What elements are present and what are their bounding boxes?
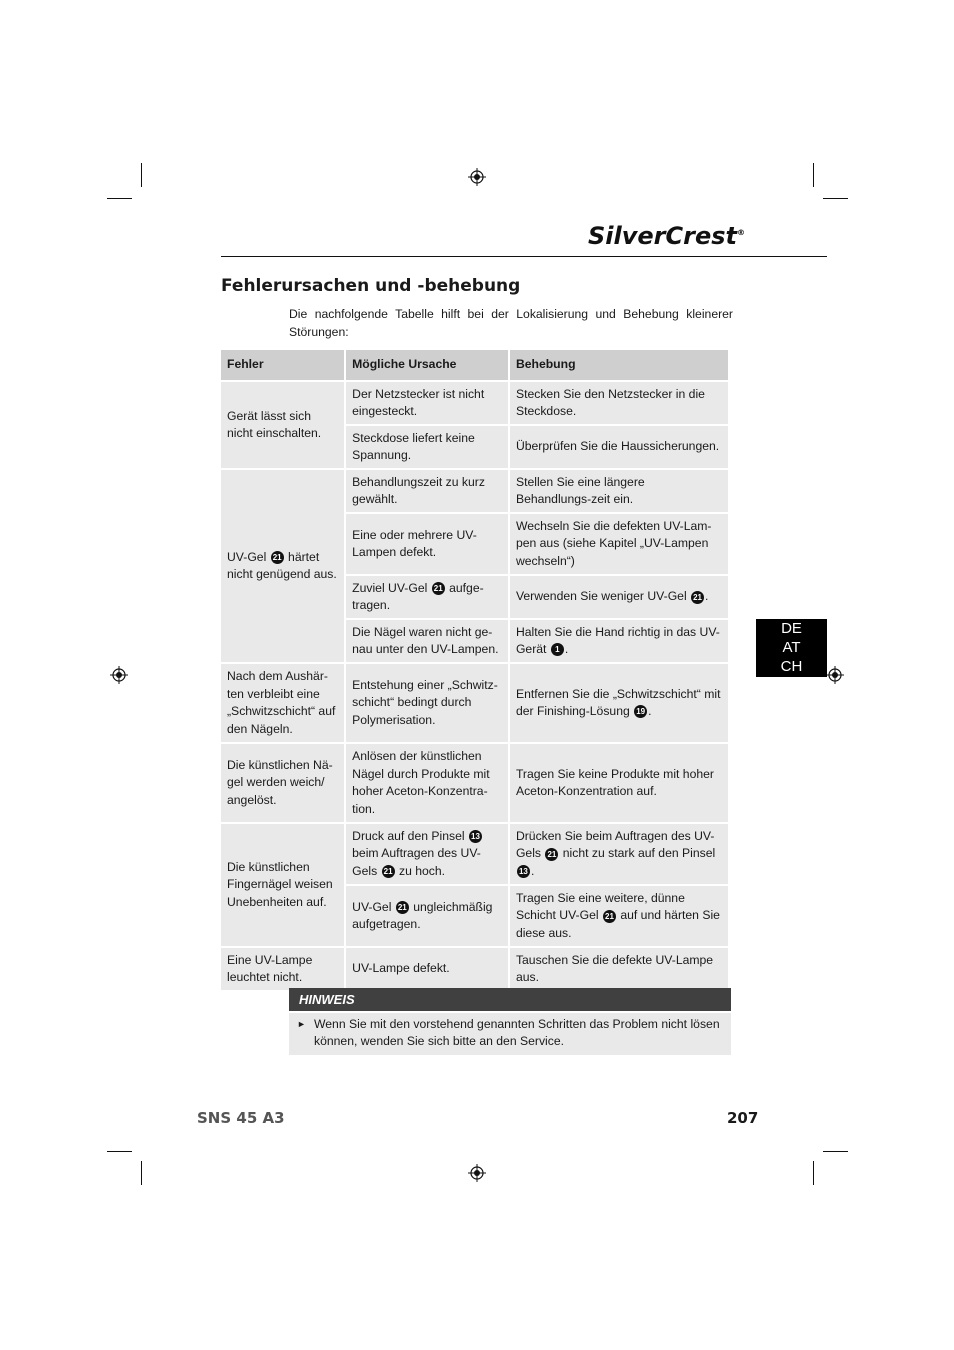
- cell-text: .: [705, 589, 709, 604]
- remedy-cell: [510, 824, 728, 884]
- cause-cell: [346, 470, 508, 512]
- fault-cell: [221, 664, 344, 742]
- note-title: HINWEIS: [299, 992, 355, 1007]
- remedy-cell: [510, 514, 728, 574]
- language-tab: [756, 619, 827, 677]
- cell-text: .: [530, 863, 535, 878]
- fault-cell: [221, 744, 344, 822]
- part-number-badge: 1: [551, 643, 564, 656]
- crop-mark: [107, 198, 132, 199]
- intro-text: Die nachfolgende Tabelle hilft bei der Lokalisierung und Behebung kleinerer Störungen:: [289, 307, 733, 339]
- troubleshooting-table: [219, 348, 730, 992]
- table-row: [221, 824, 728, 884]
- cell-text: auf und härten Sie diese aus.: [515, 908, 720, 940]
- cause-cell: [346, 514, 508, 574]
- cell-text: härtet nicht genügend aus.: [227, 549, 337, 581]
- page-number: 207: [727, 1109, 759, 1127]
- crosshair-target-icon: [826, 666, 844, 684]
- cell-text: nicht zu stark auf den Pinsel: [559, 846, 716, 861]
- cell-text: Gerät lässt sich nicht einschalten.: [227, 408, 322, 440]
- cell-text: Die künstlichen Fingernägel weisen Unebenheiten auf.: [227, 859, 333, 909]
- remedy-cell: [510, 470, 728, 512]
- table-header-row: [221, 350, 728, 380]
- cell-text: Verwenden Sie weniger UV-Gel: [515, 589, 691, 604]
- cell-text: UV-Lampe defekt.: [352, 961, 450, 976]
- cell-text: .: [648, 704, 652, 718]
- cell-text: Zuviel UV-Gel: [352, 580, 431, 595]
- part-number-badge: 21: [432, 582, 445, 595]
- cause-cell: [346, 382, 508, 424]
- cell-text: ungleichmäßig aufgetragen.: [352, 899, 493, 931]
- cell-text: Tragen Sie keine Produkte mit hoher Aceton-Konzentration auf.: [515, 766, 714, 798]
- crop-mark: [141, 1161, 142, 1185]
- cell-text: zu hoch.: [395, 863, 446, 878]
- remedy-cell: [510, 382, 728, 424]
- registered-mark: ®: [736, 228, 745, 237]
- remedy-cell: [510, 886, 728, 946]
- cell-text: Überprüfen Sie die Haussicherungen.: [515, 439, 720, 454]
- cell-text: UV-Gel: [227, 549, 270, 564]
- cause-cell: [346, 664, 508, 742]
- cause-cell: [346, 744, 508, 822]
- note-header: [289, 988, 731, 1011]
- cell-text: Drücken Sie beim Auftragen des UV-Gels: [515, 828, 715, 861]
- column-header: Behebung: [510, 350, 728, 380]
- remedy-cell: [510, 664, 728, 742]
- note-text: Wenn Sie mit den vorstehend genannten Schritten das Problem nicht lösen können, wenden Sie sich bitte an den Service.: [314, 1017, 720, 1048]
- cell-text: Entfernen Sie die „Schwitzschicht“ mit der Finishing-Lösung: [515, 686, 721, 718]
- cell-text: aufge-tragen.: [352, 580, 484, 612]
- bullet-arrow-icon: ►: [297, 1019, 306, 1029]
- cell-text: Stecken Sie den Netzstecker in die Steckdose.: [515, 386, 705, 418]
- part-number-badge: 21: [545, 848, 558, 861]
- cell-text: Druck auf den Pinsel: [352, 828, 468, 843]
- fault-cell: [221, 948, 344, 990]
- column-header: Mögliche Ursache: [346, 350, 508, 380]
- column-header: Fehler: [221, 350, 344, 380]
- cause-cell: [346, 824, 508, 884]
- crop-mark: [823, 1151, 848, 1152]
- table-row: [221, 744, 728, 822]
- cell-text: Anlösen der künstlichen Nägel durch Produkte mit hoher Aceton-Konzentra-tion.: [352, 749, 490, 816]
- header-rule: [221, 256, 827, 257]
- crosshair-target-icon: [110, 666, 128, 684]
- note-body: [289, 1013, 731, 1055]
- crop-mark: [141, 163, 142, 187]
- cell-text: Eine UV-Lampe leuchtet nicht.: [227, 952, 313, 984]
- remedy-cell: [510, 948, 728, 990]
- model-number: SNS 45 A3: [197, 1109, 285, 1127]
- cell-text: .: [564, 642, 569, 656]
- table-row: [221, 470, 728, 512]
- table-row: [221, 382, 728, 424]
- cell-text: Steckdose liefert keine Spannung.: [352, 430, 475, 462]
- part-number-badge: 21: [382, 865, 395, 878]
- crop-mark: [813, 1161, 814, 1185]
- fault-cell: [221, 470, 344, 662]
- crosshair-target-icon: [468, 168, 486, 186]
- cell-text: beim Auftragen des UV-Gels: [352, 846, 481, 878]
- cell-text: Tauschen Sie die defekte UV-Lampe aus.: [515, 952, 714, 984]
- cell-text: Die Nägel waren nicht ge-nau unter den UV-Lampen.: [352, 624, 499, 656]
- crosshair-target-icon: [468, 1164, 486, 1182]
- remedy-cell: [510, 744, 728, 822]
- part-number-badge: 13: [517, 865, 530, 878]
- brand-logo: [588, 222, 745, 250]
- table-row: [221, 664, 728, 742]
- cause-cell: [346, 426, 508, 468]
- part-number-badge: 21: [603, 910, 616, 923]
- cell-text: UV-Gel: [352, 899, 395, 914]
- cause-cell: [346, 948, 508, 990]
- cell-text: Behandlungszeit zu kurz gewählt.: [352, 474, 485, 506]
- cell-text: Die künstlichen Nä-gel werden weich/ angelöst.: [227, 757, 333, 807]
- logo-text: SilverCrest: [588, 222, 737, 250]
- lang-code: AT: [782, 639, 801, 656]
- cell-text: Tragen Sie eine weitere, dünne Schicht UV-Gel: [515, 890, 685, 923]
- cause-cell: [346, 886, 508, 946]
- section-title: Fehlerursachen und -behebung: [221, 276, 521, 296]
- crop-mark: [823, 198, 848, 199]
- remedy-cell: [510, 620, 728, 662]
- cell-text: Eine oder mehrere UV-Lampen defekt.: [352, 527, 477, 559]
- part-number-badge: 13: [469, 830, 482, 843]
- crop-mark: [107, 1151, 132, 1152]
- fault-cell: [221, 382, 344, 468]
- fault-cell: [221, 824, 344, 946]
- part-number-badge: 19: [634, 705, 647, 718]
- table-row: [221, 948, 728, 990]
- lang-code: CH: [780, 658, 803, 675]
- remedy-cell: [510, 576, 728, 618]
- cell-text: Halten Sie die Hand richtig in das UV-Gerät: [515, 624, 720, 656]
- cell-text: Entstehung einer „Schwitz-schicht“ bedingt durch Polymerisation.: [352, 677, 498, 727]
- cause-cell: [346, 620, 508, 662]
- cell-text: Stellen Sie eine längere Behandlungs-zeit ein.: [515, 474, 645, 506]
- part-number-badge: 21: [396, 901, 409, 914]
- cell-text: Nach dem Aushär-ten verbleibt eine „Schwitzschicht“ auf den Nägeln.: [227, 669, 336, 736]
- lang-code: DE: [781, 620, 802, 637]
- cell-text: Der Netzstecker ist nicht eingesteckt.: [352, 386, 485, 418]
- crop-mark: [813, 163, 814, 187]
- cell-text: Wechseln Sie die defekten UV-Lam-pen aus (siehe Kapitel „UV-Lampen wechseln“): [515, 518, 712, 568]
- part-number-badge: 21: [691, 591, 704, 604]
- part-number-badge: 21: [271, 551, 284, 564]
- cause-cell: [346, 576, 508, 618]
- remedy-cell: [510, 426, 728, 468]
